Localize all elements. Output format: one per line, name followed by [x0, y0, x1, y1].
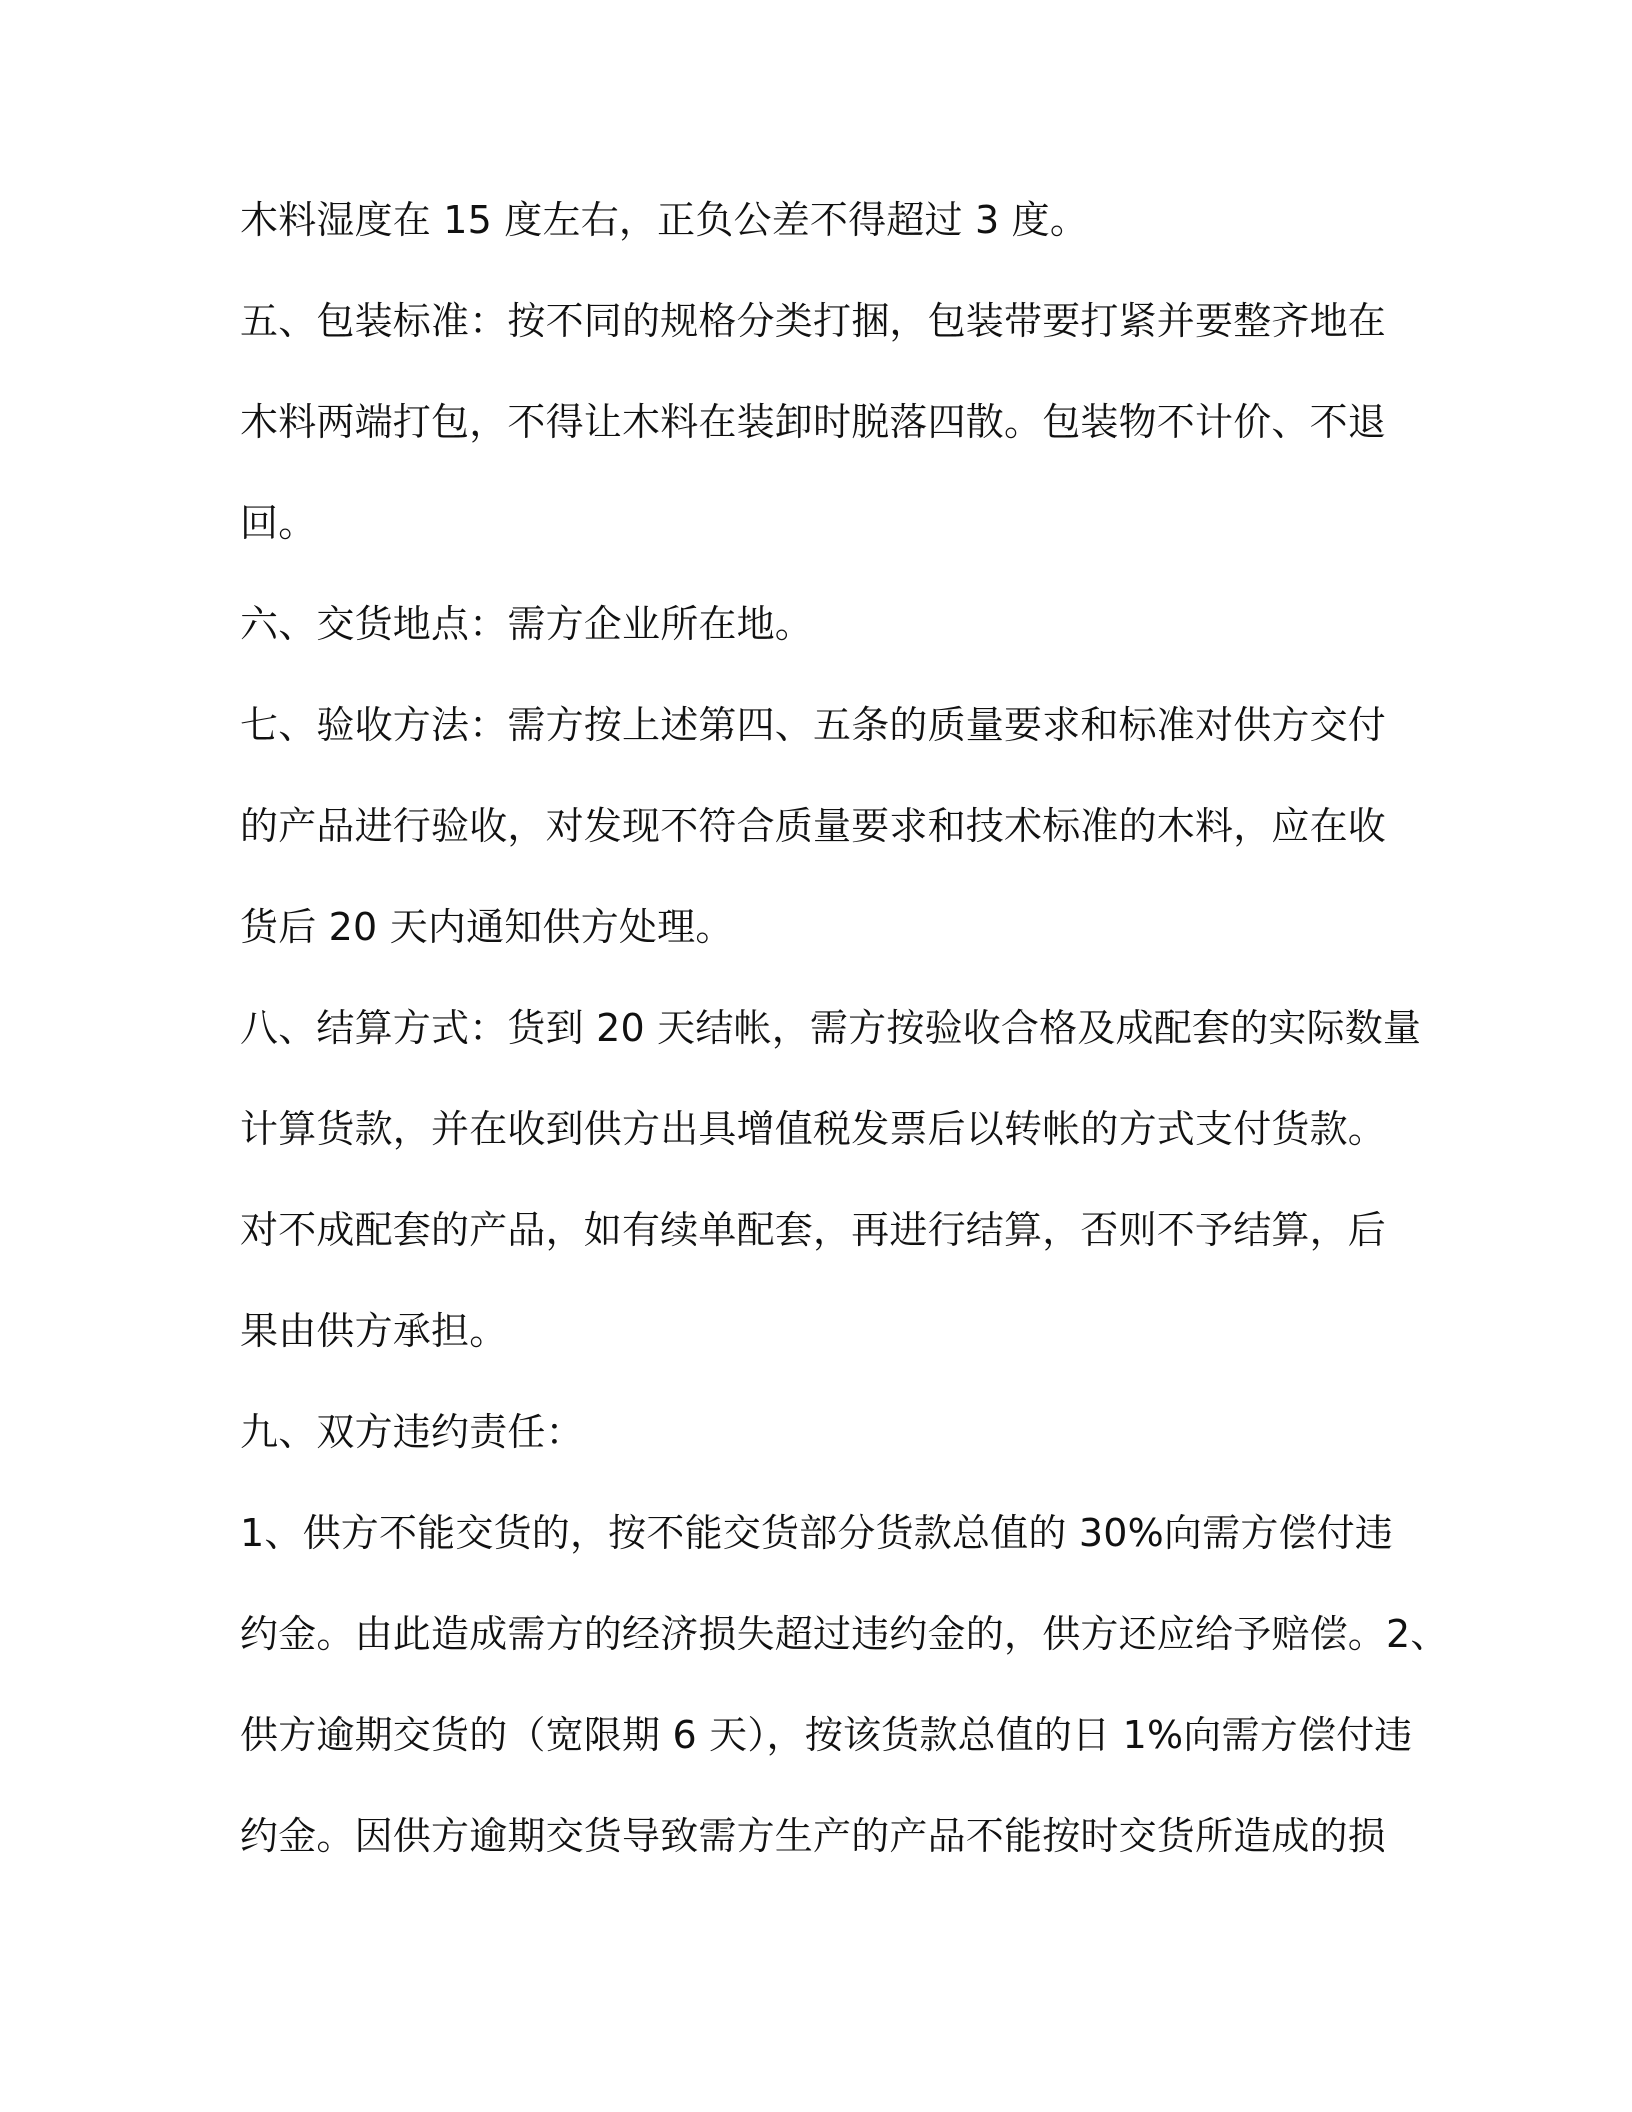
text-line: 货后 20 天内通知供方处理。	[240, 905, 734, 949]
document-body	[240, 188, 1449, 1905]
text-line: 六、交货地点：需方企业所在地。	[240, 602, 814, 646]
text-line: 九、双方违约责任：	[240, 1410, 584, 1454]
text-line: 木料湿度在 15 度左右，正负公差不得超过 3 度。	[240, 198, 1089, 242]
text-line: 七、验收方法：需方按上述第四、五条的质量要求和标准对供方交付	[240, 703, 1387, 747]
text-line: 木料两端打包，不得让木料在装卸时脱落四散。包装物不计价、不退	[240, 400, 1387, 444]
text-line: 果由供方承担。	[240, 1309, 508, 1353]
text-line: 八、结算方式：货到 20 天结帐，需方按验收合格及成配套的实际数量	[240, 1006, 1422, 1050]
text-line: 约金。由此造成需方的经济损失超过违约金的，供方还应给予赔偿。2、	[240, 1612, 1449, 1656]
text-line: 对不成配套的产品，如有续单配套，再进行结算，否则不予结算，后	[240, 1208, 1387, 1252]
text-line: 1、供方不能交货的，按不能交货部分货款总值的 30%向需方偿付违	[240, 1511, 1394, 1555]
text-line: 回。	[240, 501, 317, 545]
text-line: 的产品进行验收，对发现不符合质量要求和技术标准的木料，应在收	[240, 804, 1387, 848]
text-line: 五、包装标准：按不同的规格分类打捆，包装带要打紧并要整齐地在	[240, 299, 1387, 343]
text-line: 约金。因供方逾期交货导致需方生产的产品不能按时交货所造成的损	[240, 1814, 1387, 1858]
text-line: 计算货款，并在收到供方出具增值税发票后以转帐的方式支付货款。	[240, 1107, 1387, 1151]
text-line: 供方逾期交货的（宽限期 6 天），按该货款总值的日 1%向需方偿付违	[240, 1713, 1413, 1757]
